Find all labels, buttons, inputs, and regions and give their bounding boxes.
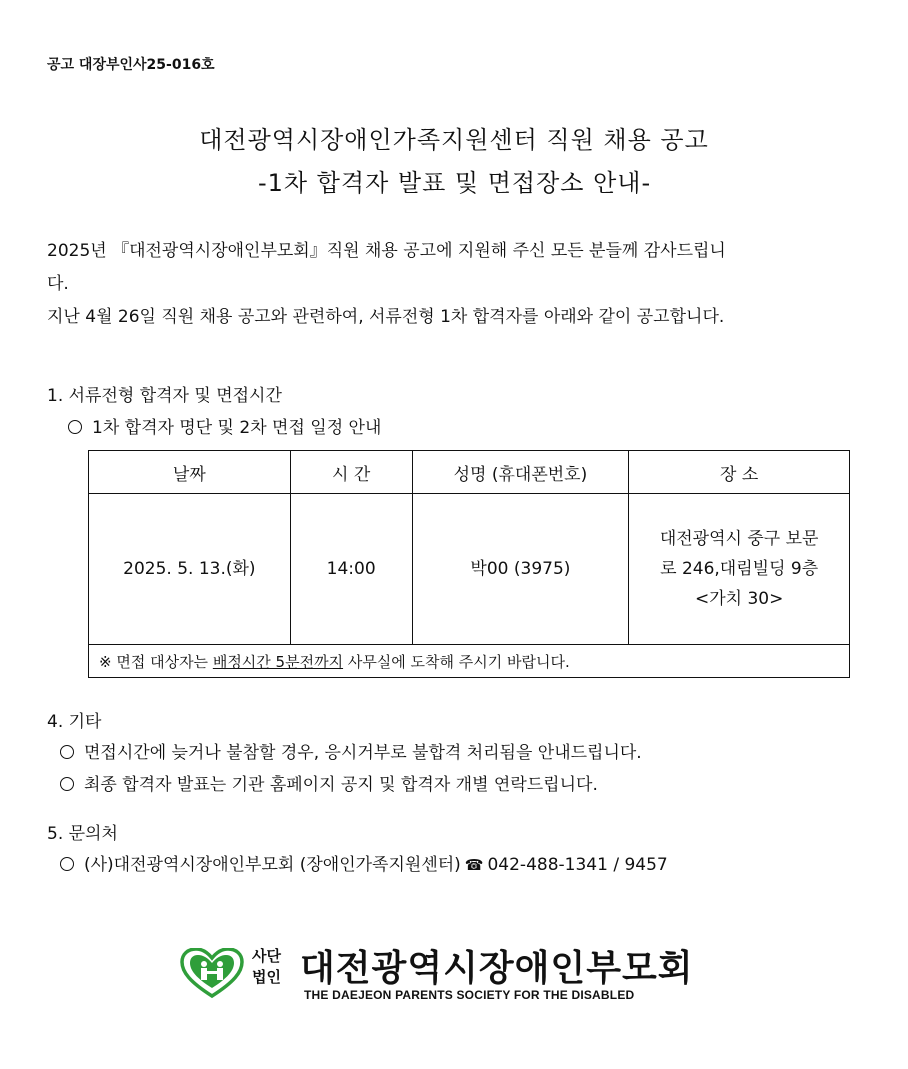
circle-bullet-icon <box>60 745 74 759</box>
section-4-item <box>60 770 598 795</box>
circle-bullet-icon <box>60 857 74 871</box>
note-suffix: 사무실에 도착해 주시기 바랍니다. <box>343 652 570 671</box>
section-1-subitem-text: 1차 합격자 명단 및 2차 면접 일정 안내 <box>92 418 382 438</box>
table-note-row <box>89 645 850 678</box>
header-time: 시 간 <box>290 451 412 494</box>
table-row <box>89 494 850 645</box>
logo-name-english: THE DAEJEON PARENTS SOCIETY FOR THE DISABLED <box>304 988 635 1002</box>
page-title: 대전광역시장애인가족지원센터 직원 채용 공고 <box>199 126 709 154</box>
page-subtitle: -1차 합격자 발표 및 면접장소 안내- <box>258 169 652 197</box>
circle-bullet-icon <box>60 777 74 791</box>
intro-line-2: 지난 4월 26일 직원 채용 공고와 관련하여, 서류전형 1차 합격자를 아래와 같이 공고합니다. <box>47 307 725 327</box>
logo-name-korean: 대전광역시장애인부모회 <box>300 948 694 989</box>
table-note <box>89 645 850 678</box>
section-4-heading: 4. 기타 <box>47 712 102 732</box>
cell-place <box>629 494 850 645</box>
section-1-subitem <box>68 413 381 438</box>
logo-label-line-1: 사단 <box>252 947 281 965</box>
section-1-heading: 1. 서류전형 합격자 및 면접시간 <box>47 386 282 406</box>
note-emphasis: 배정시간 5분전까지 <box>212 652 344 671</box>
section-4-item-text: 면접시간에 늦거나 불참할 경우, 응시거부로 불합격 처리됨을 안내드립니다. <box>84 743 642 763</box>
phone-icon: ☎ <box>464 856 484 874</box>
notice-number: 공고 대장부인사25-016호 <box>47 57 215 73</box>
place-line-1: 대전광역시 중구 보문 <box>659 529 819 549</box>
organization-logo <box>180 944 740 1006</box>
place-line-3: <가치 30> <box>694 589 784 609</box>
intro-line-1: 2025년 『대전광역시장애인부모회』직원 채용 공고에 지원해 주신 모든 분들께 감사드립니 <box>47 241 726 261</box>
cell-name: 박00 (3975) <box>412 494 629 645</box>
schedule-table <box>88 450 850 678</box>
contact-line <box>60 850 668 875</box>
logo-label-line-2: 법인 <box>252 968 281 986</box>
place-line-2: 로 246,대림빌딩 9층 <box>660 559 819 579</box>
header-name: 성명 (휴대폰번호) <box>412 451 629 494</box>
circle-bullet-icon <box>68 420 82 434</box>
header-place: 장 소 <box>629 451 850 494</box>
cell-time: 14:00 <box>290 494 412 645</box>
heart-logo-icon <box>180 948 244 1000</box>
note-prefix: ※ 면접 대상자는 <box>99 652 213 671</box>
section-5-heading: 5. 문의처 <box>47 824 118 844</box>
contact-phone: 042-488-1341 / 9457 <box>487 855 668 875</box>
intro-line-1-wrap: 다. <box>47 274 69 294</box>
section-4-item-text: 최종 합격자 발표는 기관 홈페이지 공지 및 합격자 개별 연락드립니다. <box>84 775 598 795</box>
contact-organization: (사)대전광역시장애인부모회 (장애인가족지원센터) <box>84 855 461 875</box>
header-date: 날짜 <box>89 451 291 494</box>
table-header-row <box>89 451 850 494</box>
cell-date: 2025. 5. 13.(화) <box>89 494 291 645</box>
section-4-item <box>60 738 642 763</box>
